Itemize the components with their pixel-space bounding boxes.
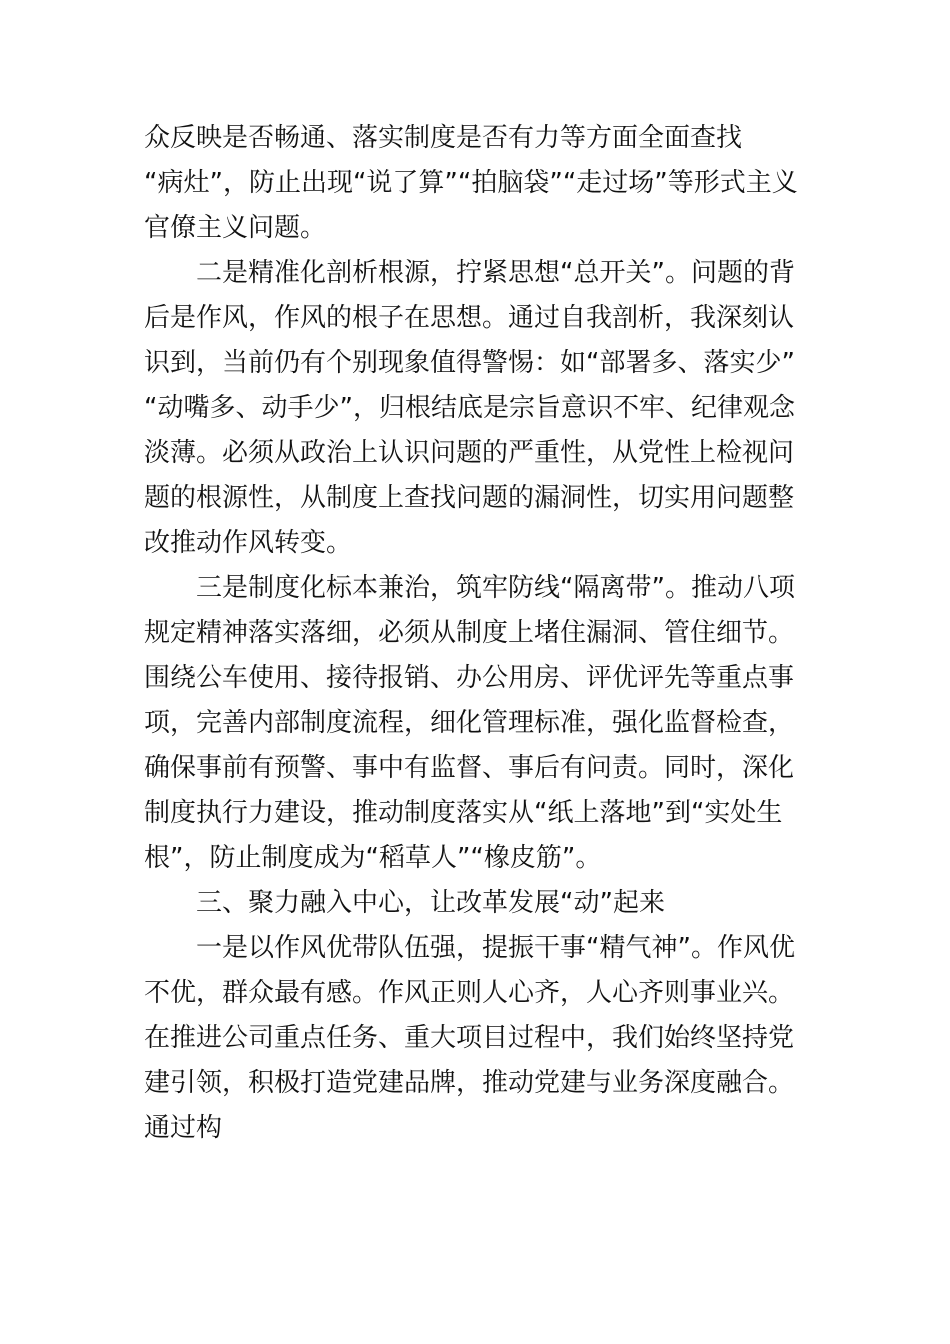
- text-line: 官僚主义问题。: [144, 213, 327, 243]
- text-line: 通过构: [144, 1113, 223, 1143]
- text-line: 后是作风，作风的根子在思想。通过自我剖析，我深刻认: [144, 303, 795, 333]
- text-line: 建引领，积极打造党建品牌，推动党建与业务深度融合。: [144, 1068, 795, 1098]
- text-line: 围绕公车使用、接待报销、办公用房、评优评先等重点事: [144, 663, 795, 693]
- text-line: 项，完善内部制度流程，细化管理标准，强化监督检查，: [144, 708, 795, 738]
- text-line: 根”，防止制度成为“稻草人”“橡皮筋”。: [144, 843, 602, 873]
- paragraph-heading-line: 二是精准化剖析根源，拧紧思想“总开关”。问题的背: [196, 258, 795, 288]
- document-body: [144, 116, 806, 1151]
- text-line: “病灶”，防止出现“说了算”“拍脑袋”“走过场”等形式主义: [144, 168, 798, 198]
- text-line: 不优，群众最有感。作风正则人心齐，人心齐则事业兴。: [144, 978, 795, 1008]
- text-line: 识到，当前仍有个别现象值得警惕：如“部署多、落实少”: [144, 348, 795, 378]
- text-line: 规定精神落实落细，必须从制度上堵住漏洞、管住细节。: [144, 618, 795, 648]
- text-line: 在推进公司重点任务、重大项目过程中，我们始终坚持党: [144, 1023, 795, 1053]
- text-line: 众反映是否畅通、落实制度是否有力等方面全面查找: [144, 123, 743, 153]
- text-line: “动嘴多、动手少”，归根结底是宗旨意识不牢、纪律观念: [144, 393, 795, 423]
- section-heading: 三、聚力融入中心，让改革发展“动”起来: [196, 888, 665, 918]
- paragraph-heading-line: 一是以作风优带队伍强，提振干事“精气神”。作风优: [196, 933, 795, 963]
- text-line: 确保事前有预警、事中有监督、事后有问责。同时，深化: [144, 753, 795, 783]
- text-line: 淡薄。必须从政治上认识问题的严重性，从党性上检视问: [144, 438, 795, 468]
- paragraph-heading-line: 三是制度化标本兼治，筑牢防线“隔离带”。推动八项: [196, 573, 795, 603]
- text-line: 题的根源性，从制度上查找问题的漏洞性，切实用问题整: [144, 483, 795, 513]
- text-line: 改推动作风转变。: [144, 528, 353, 558]
- text-line: 制度执行力建设，推动制度落实从“纸上落地”到“实处生: [144, 798, 783, 828]
